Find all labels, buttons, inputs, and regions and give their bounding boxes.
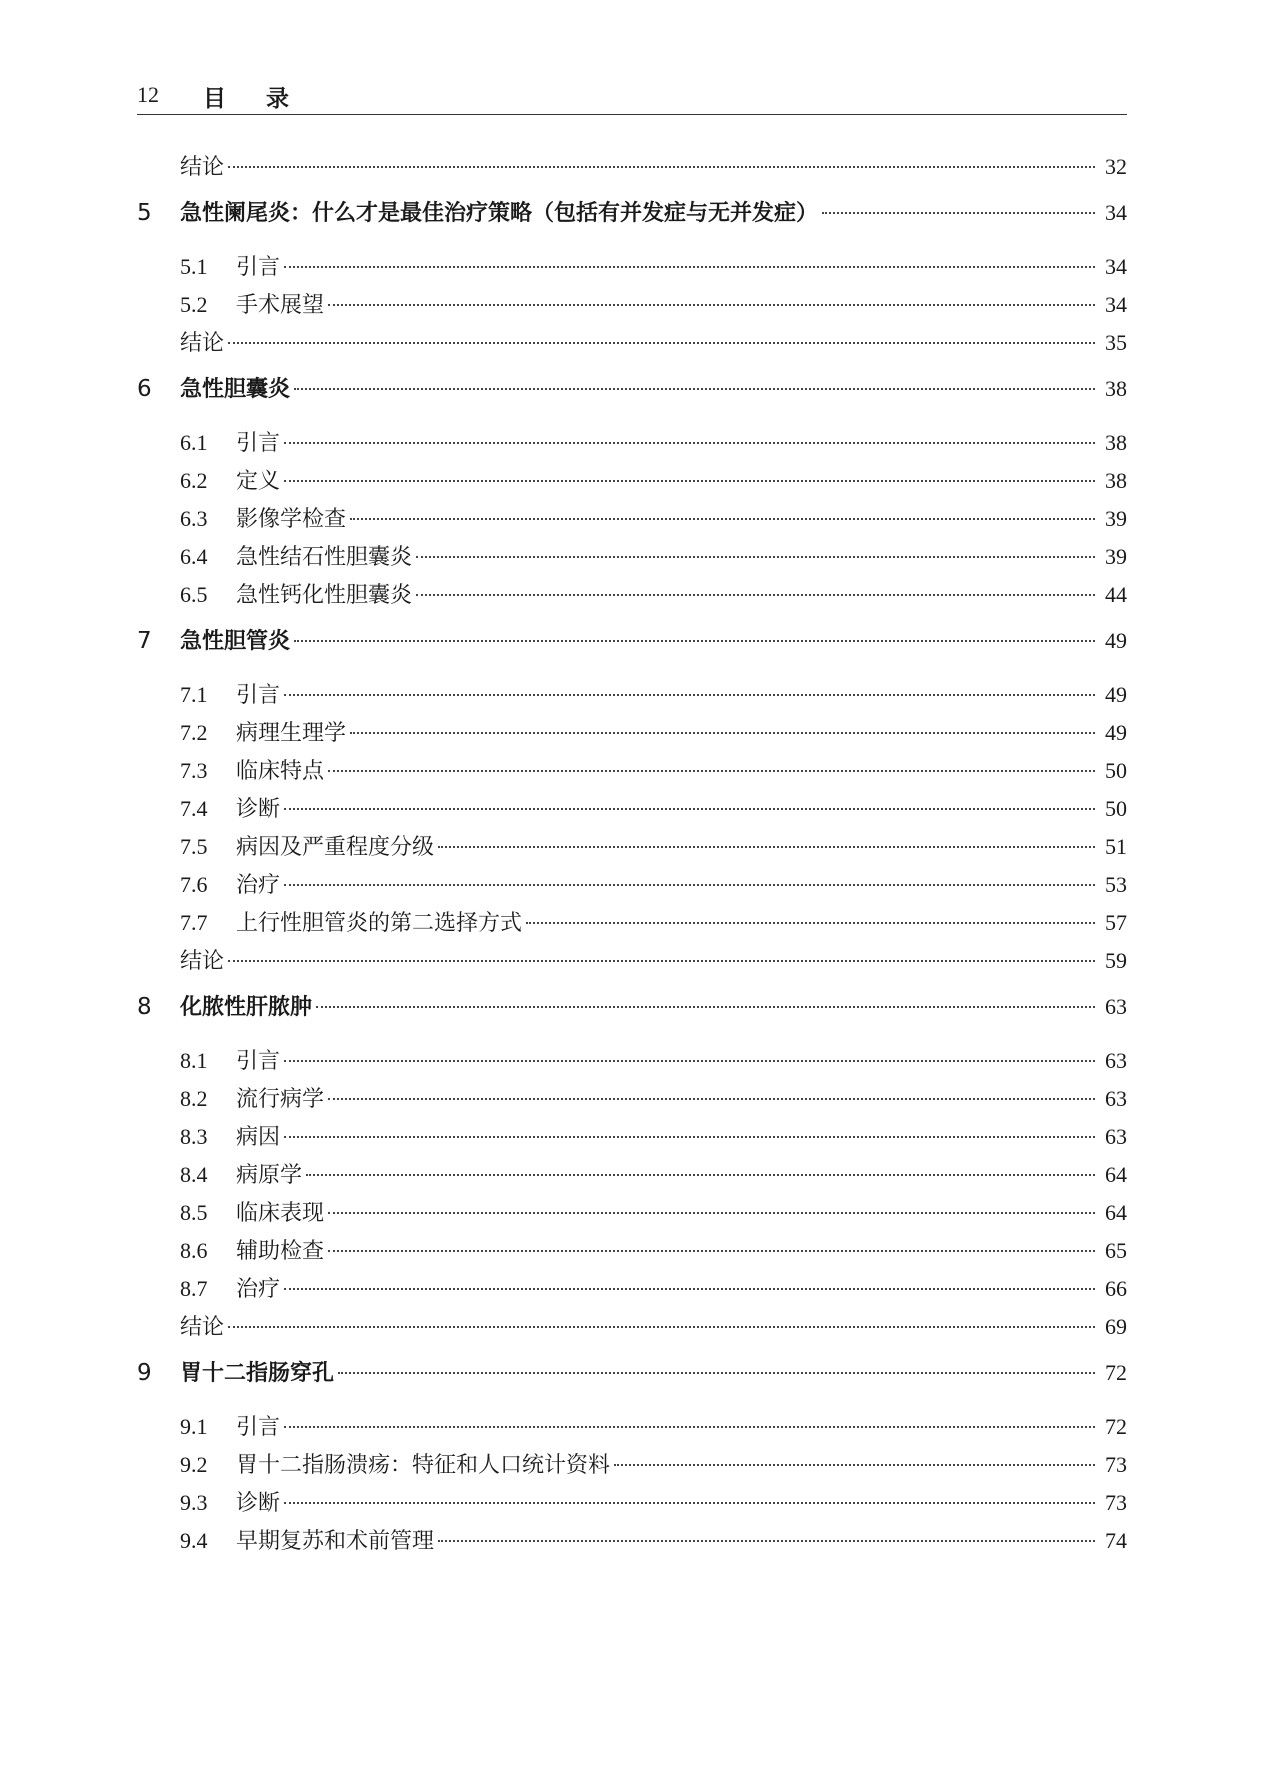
chapter-number: 8 (137, 994, 152, 1020)
entry-page-number: 65 (1105, 1238, 1127, 1263)
entry-page-number: 64 (1105, 1200, 1127, 1225)
section-number: 7.3 (180, 758, 208, 783)
dot-leader (338, 1371, 1095, 1374)
toc-section-entry (137, 1448, 1127, 1486)
toc-conclusion-entry (137, 944, 1127, 982)
running-header (137, 78, 1127, 115)
entry-title: 辅助检查 (236, 1239, 325, 1264)
entry-title: 急性结石性胆囊炎 (236, 545, 413, 570)
toc-section-entry (137, 1272, 1127, 1310)
entry-title: 手术展望 (236, 293, 325, 318)
entry-title: 定义 (236, 469, 281, 494)
dot-leader (416, 555, 1095, 558)
entry-page-number: 63 (1105, 994, 1127, 1019)
entry-page-number: 50 (1105, 796, 1127, 821)
dot-leader (284, 1059, 1095, 1062)
section-number: 9.3 (180, 1490, 208, 1515)
chapter-number: 6 (137, 376, 152, 402)
table-of-contents (137, 150, 1127, 1562)
dot-leader (328, 1097, 1095, 1100)
toc-chapter-entry (137, 372, 1127, 422)
toc-section-entry (137, 250, 1127, 288)
entry-page-number: 63 (1105, 1124, 1127, 1149)
entry-title: 胃十二指肠穿孔 (180, 1361, 335, 1386)
toc-chapter-entry (137, 196, 1127, 246)
dot-leader (438, 845, 1095, 848)
entry-title: 影像学检查 (236, 507, 347, 532)
entry-title: 早期复苏和术前管理 (236, 1529, 435, 1554)
dot-leader (284, 1501, 1095, 1504)
dot-leader (284, 1135, 1095, 1138)
toc-section-entry (137, 1410, 1127, 1448)
entry-page-number: 59 (1105, 948, 1127, 973)
entry-page-number: 32 (1105, 154, 1127, 179)
entry-title: 引言 (236, 431, 281, 456)
entry-page-number: 51 (1105, 834, 1127, 859)
entry-title: 结论 (180, 155, 225, 180)
toc-section-entry (137, 868, 1127, 906)
entry-page-number: 50 (1105, 758, 1127, 783)
dot-leader (328, 1211, 1095, 1214)
toc-chapter-entry (137, 624, 1127, 674)
dot-leader (438, 1539, 1095, 1542)
toc-section-entry (137, 1044, 1127, 1082)
section-number: 8.2 (180, 1086, 208, 1111)
section-number: 9.2 (180, 1452, 208, 1477)
entry-title: 诊断 (236, 797, 281, 822)
section-number: 5.2 (180, 292, 208, 317)
section-number: 8.6 (180, 1238, 208, 1263)
entry-page-number: 69 (1105, 1314, 1127, 1339)
entry-title: 急性钙化性胆囊炎 (236, 583, 413, 608)
section-number: 8.1 (180, 1048, 208, 1073)
toc-section-entry (137, 464, 1127, 502)
entry-title: 急性胆囊炎 (180, 377, 291, 402)
entry-page-number: 66 (1105, 1276, 1127, 1301)
entry-title: 结论 (180, 1315, 225, 1340)
dot-leader (228, 959, 1095, 962)
entry-title: 胃十二指肠溃疡：特征和人口统计资料 (236, 1453, 611, 1478)
dot-leader (284, 1287, 1095, 1290)
toc-section-entry (137, 792, 1127, 830)
section-number: 8.5 (180, 1200, 208, 1225)
dot-leader (284, 265, 1095, 268)
dot-leader (294, 639, 1095, 642)
entry-title: 引言 (236, 1049, 281, 1074)
section-number: 6.4 (180, 544, 208, 569)
toc-section-entry (137, 754, 1127, 792)
entry-page-number: 34 (1105, 292, 1127, 317)
entry-page-number: 34 (1105, 200, 1127, 225)
dot-leader (822, 211, 1095, 214)
toc-chapter-entry (137, 1356, 1127, 1406)
chapter-number: 5 (137, 200, 152, 226)
toc-section-entry (137, 426, 1127, 464)
entry-page-number: 49 (1105, 682, 1127, 707)
entry-page-number: 63 (1105, 1086, 1127, 1111)
section-number: 7.4 (180, 796, 208, 821)
entry-title: 上行性胆管炎的第二选择方式 (236, 911, 523, 936)
dot-leader (284, 693, 1095, 696)
entry-title: 病因 (236, 1125, 281, 1150)
entry-title: 临床表现 (236, 1201, 325, 1226)
dot-leader (350, 517, 1095, 520)
toc-section-entry (137, 1196, 1127, 1234)
dot-leader (328, 1249, 1095, 1252)
toc-section-entry (137, 540, 1127, 578)
toc-chapter-entry (137, 990, 1127, 1040)
entry-title: 病因及严重程度分级 (236, 835, 435, 860)
entry-title: 急性胆管炎 (180, 629, 291, 654)
dot-leader (294, 387, 1095, 390)
toc-conclusion-entry (137, 326, 1127, 364)
chapter-number: 7 (137, 628, 152, 654)
entry-title: 急性阑尾炎：什么才是最佳治疗策略（包括有并发症与无并发症） (180, 201, 819, 226)
entry-title: 诊断 (236, 1491, 281, 1516)
entry-title: 引言 (236, 1415, 281, 1440)
entry-page-number: 35 (1105, 330, 1127, 355)
chapter-number: 9 (137, 1360, 152, 1386)
entry-page-number: 72 (1105, 1360, 1127, 1385)
entry-page-number: 38 (1105, 468, 1127, 493)
dot-leader (228, 165, 1095, 168)
header-title: 目录 (203, 86, 329, 112)
toc-section-entry (137, 678, 1127, 716)
section-number: 8.4 (180, 1162, 208, 1187)
toc-section-entry (137, 502, 1127, 540)
entry-page-number: 49 (1105, 720, 1127, 745)
toc-conclusion-entry (137, 150, 1127, 188)
entry-page-number: 73 (1105, 1490, 1127, 1515)
dot-leader (284, 441, 1095, 444)
toc-section-entry (137, 716, 1127, 754)
dot-leader (284, 1425, 1095, 1428)
dot-leader (228, 1325, 1095, 1328)
section-number: 7.1 (180, 682, 208, 707)
entry-title: 治疗 (236, 1277, 281, 1302)
dot-leader (526, 921, 1095, 924)
section-number: 6.5 (180, 582, 208, 607)
section-number: 7.6 (180, 872, 208, 897)
entry-title: 引言 (236, 255, 281, 280)
toc-section-entry (137, 906, 1127, 944)
entry-title: 引言 (236, 683, 281, 708)
entry-page-number: 34 (1105, 254, 1127, 279)
dot-leader (328, 303, 1095, 306)
dot-leader (316, 1005, 1095, 1008)
entry-page-number: 49 (1105, 628, 1127, 653)
entry-title: 临床特点 (236, 759, 325, 784)
section-number: 6.3 (180, 506, 208, 531)
dot-leader (306, 1173, 1095, 1176)
entry-title: 治疗 (236, 873, 281, 898)
section-number: 7.2 (180, 720, 208, 745)
section-number: 6.2 (180, 468, 208, 493)
entry-title: 流行病学 (236, 1087, 325, 1112)
entry-page-number: 38 (1105, 376, 1127, 401)
toc-section-entry (137, 1234, 1127, 1272)
entry-title: 病理生理学 (236, 721, 347, 746)
entry-page-number: 39 (1105, 544, 1127, 569)
section-number: 7.7 (180, 910, 208, 935)
entry-title: 病原学 (236, 1163, 303, 1188)
entry-title: 结论 (180, 331, 225, 356)
dot-leader (614, 1463, 1095, 1466)
section-number: 7.5 (180, 834, 208, 859)
entry-page-number: 74 (1105, 1528, 1127, 1553)
entry-page-number: 63 (1105, 1048, 1127, 1073)
dot-leader (350, 731, 1095, 734)
entry-page-number: 73 (1105, 1452, 1127, 1477)
dot-leader (228, 341, 1095, 344)
section-number: 8.7 (180, 1276, 208, 1301)
toc-section-entry (137, 1524, 1127, 1562)
dot-leader (284, 479, 1095, 482)
entry-page-number: 57 (1105, 910, 1127, 935)
section-number: 8.3 (180, 1124, 208, 1149)
toc-section-entry (137, 288, 1127, 326)
dot-leader (416, 593, 1095, 596)
dot-leader (284, 883, 1095, 886)
dot-leader (328, 769, 1095, 772)
entry-page-number: 53 (1105, 872, 1127, 897)
section-number: 6.1 (180, 430, 208, 455)
section-number: 9.4 (180, 1528, 208, 1553)
toc-section-entry (137, 1486, 1127, 1524)
dot-leader (284, 807, 1095, 810)
entry-page-number: 38 (1105, 430, 1127, 455)
toc-section-entry (137, 1120, 1127, 1158)
page-number: 12 (137, 82, 159, 107)
toc-conclusion-entry (137, 1310, 1127, 1348)
entry-page-number: 39 (1105, 506, 1127, 531)
entry-title: 结论 (180, 949, 225, 974)
toc-section-entry (137, 1082, 1127, 1120)
entry-page-number: 44 (1105, 582, 1127, 607)
section-number: 9.1 (180, 1414, 208, 1439)
toc-section-entry (137, 830, 1127, 868)
entry-page-number: 64 (1105, 1162, 1127, 1187)
toc-section-entry (137, 578, 1127, 616)
toc-section-entry (137, 1158, 1127, 1196)
entry-title: 化脓性肝脓肿 (180, 995, 313, 1020)
section-number: 5.1 (180, 254, 208, 279)
entry-page-number: 72 (1105, 1414, 1127, 1439)
